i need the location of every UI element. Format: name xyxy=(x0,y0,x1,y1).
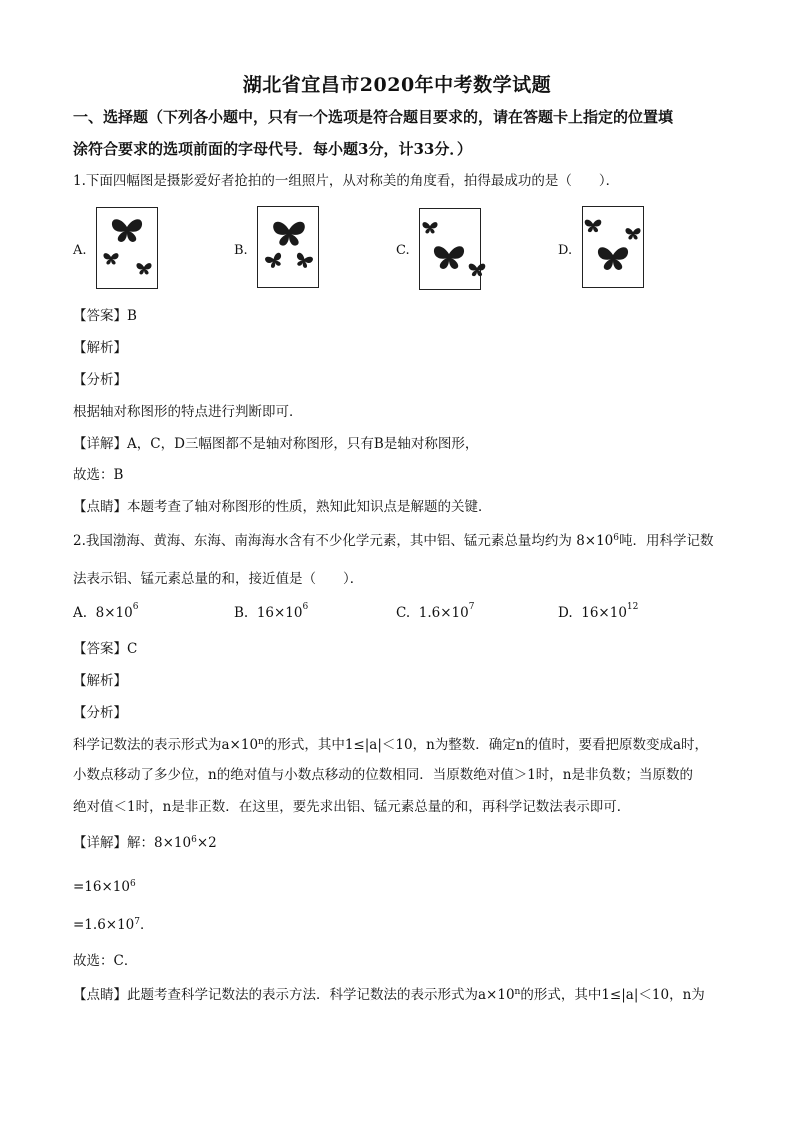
q2-stem-text-end: 吨．用科学记数 xyxy=(619,533,714,549)
q2-fenxi-line-1: 科学记数法的表示形式为$a\times 10^n$的形式，其中1≤|a|＜10，n为整数．确定n的值时，要看把原数变成a时， xyxy=(73,737,709,753)
option-a-label: A. xyxy=(73,243,87,258)
q1-jiexi-heading: 【解析】 xyxy=(73,340,127,356)
q2-detail: 【详解】解：$8\times 10^6\times 2$ xyxy=(73,835,217,851)
butterfly-icon xyxy=(585,220,641,270)
q1-fenxi-heading: 【分析】 xyxy=(73,372,127,388)
q2-option-a: A. $8\times 10^6$ xyxy=(73,602,139,621)
butterfly-photo-b xyxy=(257,206,319,288)
exponent: 6 xyxy=(613,533,620,543)
question-2-stem-line-1 xyxy=(73,532,723,550)
option-c-label: C. xyxy=(396,243,410,258)
butterfly-photo-a xyxy=(96,207,158,289)
question-1-stem: 1.下面四幅图是摄影爱好者抢拍的一组照片，从对称美的角度看，拍得最成功的是（ ）． xyxy=(73,173,620,189)
section-heading-line-2: 涂符合要求的选项前面的字母代号．每小题3分，计33分．） xyxy=(73,140,472,158)
q1-dianjing: 【点睛】本题考查了轴对称图形的性质，熟知此知识点是解题的关键． xyxy=(73,499,492,515)
q2-option-b: B. $16\times 10^6$ xyxy=(234,602,309,621)
q2-fenxi-line-3: 绝对值＜1时，n是非正数．在这里，要先求出铝、锰元素总量的和，再科学记数法表示即可． xyxy=(73,799,631,815)
q2-stem-text: 2.我国渤海、黄海、东海、南海海水含有不少化学元素，其中铝、锰元素总量均约为 xyxy=(73,533,572,549)
butterfly-icon xyxy=(264,222,313,270)
q1-answer: 【答案】B xyxy=(73,308,137,324)
q2-stem-math: $8\times 10^6$ xyxy=(576,533,620,549)
butterfly-icon xyxy=(103,219,151,274)
q2-fenxi-heading: 【分析】 xyxy=(73,705,127,721)
q1-choose: 故选：B xyxy=(73,467,124,483)
butterfly-icon xyxy=(422,222,485,276)
q2-step-1: $=16\times 10^6$ xyxy=(73,879,136,895)
option-d-label: D. xyxy=(558,243,573,258)
q1-detail: 【详解】A，C，D三幅图都不是轴对称图形，只有B是轴对称图形， xyxy=(73,436,479,452)
q2-option-c: C. $1.6\times 10^7$ xyxy=(396,602,475,621)
q1-fenxi-text: 根据轴对称图形的特点进行判断即可． xyxy=(73,404,303,420)
question-2-stem-line-2: 法表示铝、锰元素总量的和，接近值是（ ）． xyxy=(73,571,364,587)
q2-choose: 故选：C． xyxy=(73,953,138,969)
butterfly-photo-c xyxy=(419,208,481,290)
q2-fenxi-line-2: 小数点移动了多少位，n的绝对值与小数点移动的位数相同．当原数绝对值＞1时，n是非负数；当原数的 xyxy=(73,767,693,783)
q2-jiexi-heading: 【解析】 xyxy=(73,673,127,689)
q2-answer: 【答案】C xyxy=(73,641,138,657)
option-b-label: B. xyxy=(234,243,248,258)
butterfly-photo-d xyxy=(582,206,644,288)
page-title: 湖北省宜昌市2020年中考数学试题 xyxy=(242,74,552,96)
section-heading-line-1: 一、选择题（下列各小题中，只有一个选项是符合题目要求的，请在答题卡上指定的位置填 xyxy=(73,108,674,126)
q2-dianjing: 【点睛】此题考查科学记数法的表示方法．科学记数法的表示形式为$a\times 10^n$的形式，其中1≤|a|＜10，n为 xyxy=(73,987,705,1003)
q2-option-d: D. $16\times 10^{12}$ xyxy=(558,602,639,621)
q2-step-2: $=1.6\times 10^7$． xyxy=(73,917,154,933)
